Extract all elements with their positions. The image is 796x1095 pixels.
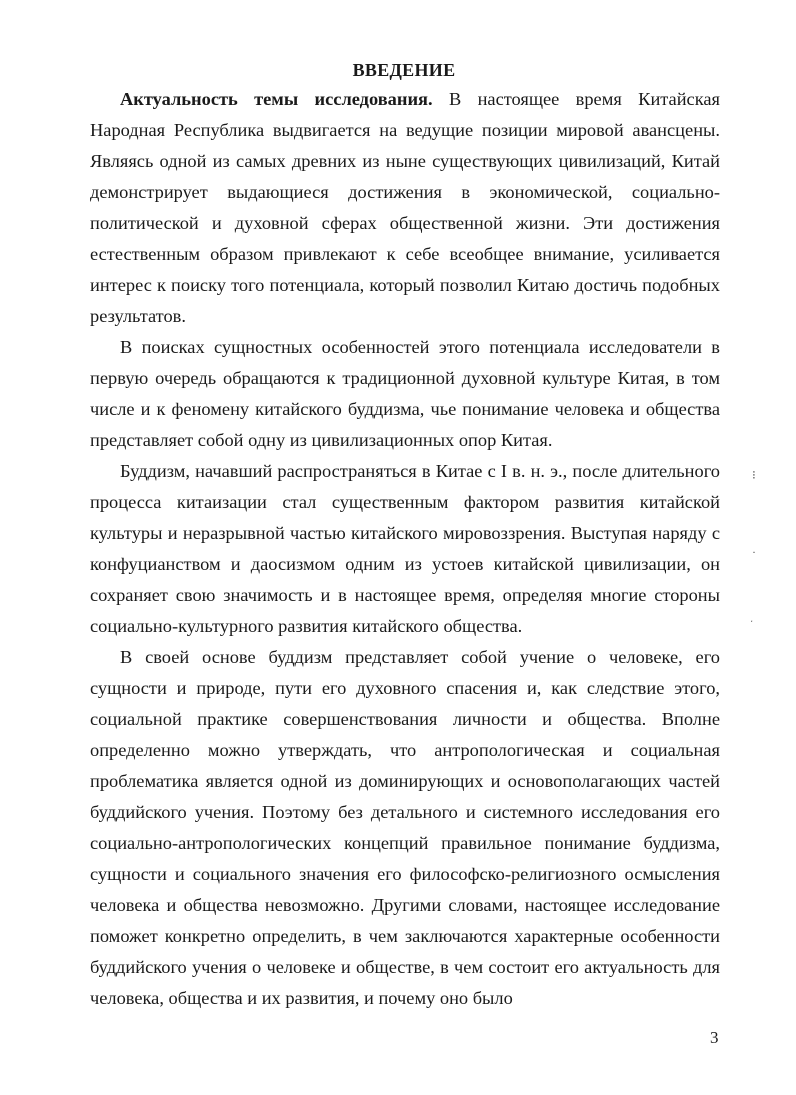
page-number: 3 xyxy=(710,1028,719,1047)
scan-mark: · xyxy=(752,545,756,559)
paragraph-potential: В поисках сущностных особенностей этого потенциала исследователи в первую очередь обращаются к традиционной духовной культуре Китая, в том числе и к феномену китайского буддизма, чье понимание человека и общества представляет собой одну из цивилизационных опор Китая. xyxy=(90,337,720,450)
page-heading: ВВЕДЕНИЕ xyxy=(352,60,456,80)
paragraph-text: В настоящее время Китайская Народная Республика выдвигается на ведущие позиции мировой авансцены. Являясь одной из самых древних из ныне существующих цивилизаций, Китай демонстрирует выдающиеся достижения в экономической, социально-политической и духовной сферах общественной жизни. Эти достижения естественным образом привлекают к себе всеобщее внимание, усиливается интерес к поиску того потенциала, который позволил Китаю достичь подобных результатов. xyxy=(90,89,720,326)
scan-mark: ⁝ xyxy=(752,468,756,482)
paragraph-buddhism-teaching: В своей основе буддизм представляет собой учение о человеке, его сущности и природе, пути его духовного спасения и, как следствие этого, социальной практике совершенствования личности и общества. Вполне определенно можно утверждать, что антропологическая и социальная проблематика является одной из доминирующих и основополагающих частей буддийского учения. Поэтому без детального и системного исследования его социально-антропологических концепций правильное понимание буддизма, сущности и социального значения его философско-религиозного осмысления человека и общества невозможно. Другими словами, настоящее исследование поможет конкретно определить, в чем заключаются характерные особенности буддийского учения о человеке и обществе, в чем состоит его актуальность для человека, общества и их развития, и почему оно было xyxy=(90,647,720,1008)
paragraph-relevance xyxy=(90,84,720,332)
paragraph-buddhism-spread: Буддизм, начавший распространяться в Китае с I в. н. э., после длительного процесса китаизации стал существенным фактором развития китайской культуры и неразрывной частью китайского мировоззрения. Выступая наряду с конфуцианством и даосизмом одним из устоев китайской цивилизации, он сохраняет свою значимость и в настоящее время, определяя многие стороны социально-культурного развития китайского общества. xyxy=(90,461,720,636)
paragraph-lead: Актуальность темы исследования. xyxy=(120,89,433,109)
scan-mark: ˑ xyxy=(750,615,754,629)
body-text xyxy=(90,84,720,1014)
